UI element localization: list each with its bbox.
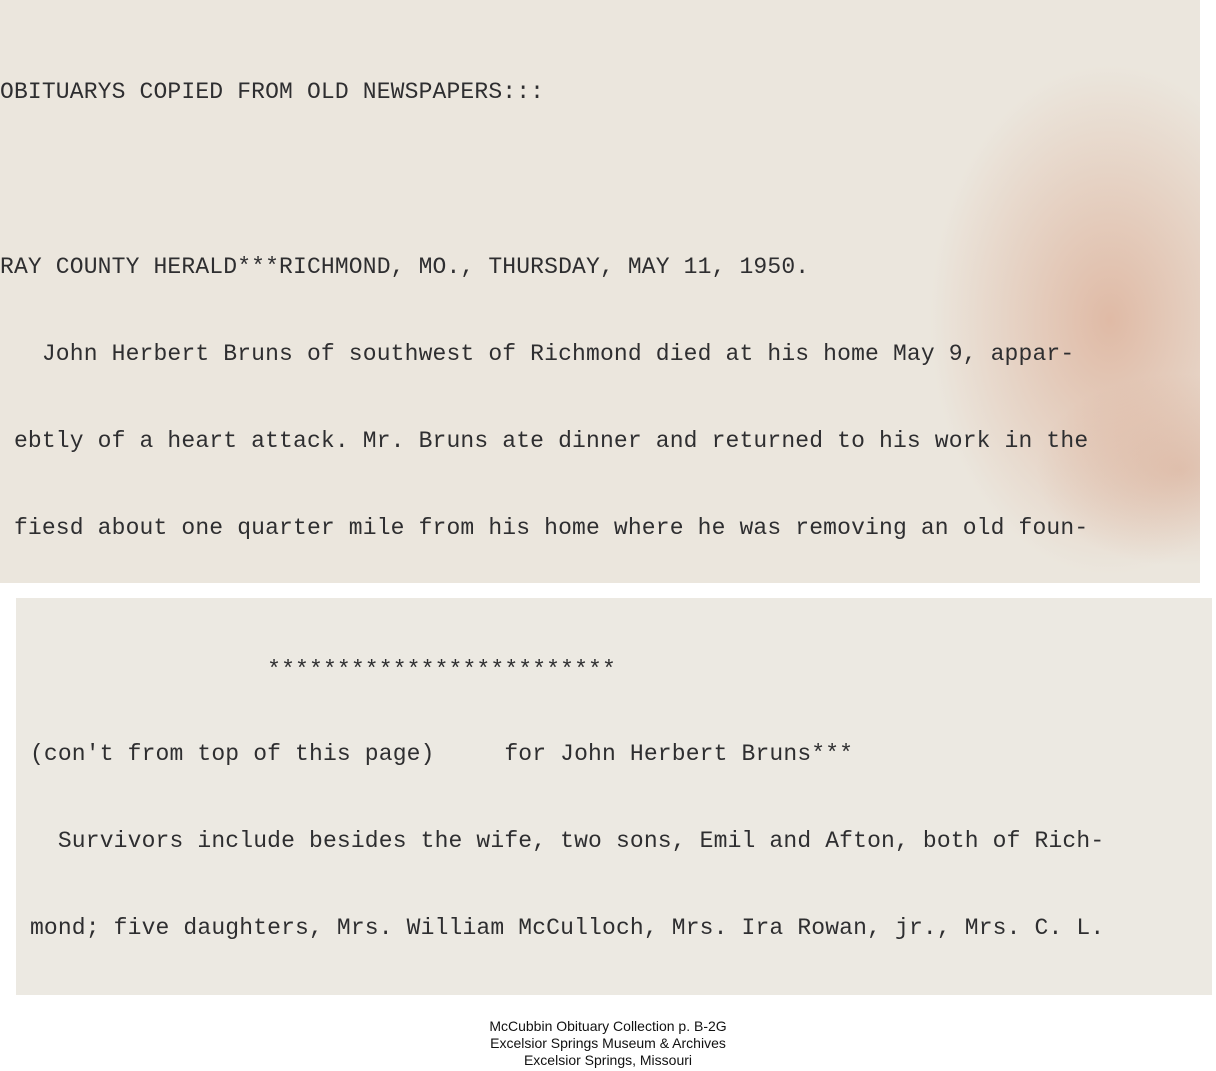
obituary-line: Survivors include besides the wife, two sons, Emil and Afton, both of Rich- <box>16 828 1105 854</box>
caption-museum: Excelsior Springs Museum & Archives <box>490 1035 726 1051</box>
collection-caption <box>0 1018 1216 1069</box>
header-gap <box>0 165 1200 195</box>
separator-stars <box>16 656 1212 682</box>
obituary-line: mond; five daughters, Mrs. William McCulloch, Mrs. Ira Rowan, jr., Mrs. C. L. <box>16 915 1105 941</box>
obituary-line: ebtly of a heart attack. Mr. Bruns ate dinner and returned to his work in the <box>0 428 1089 454</box>
clipping-header: OBITUARYS COPIED FROM OLD NEWSPAPERS::: <box>0 79 545 105</box>
dateline: RAY COUNTY HERALD***RICHMOND, MO., THURSDAY, MAY 11, 1950. <box>0 254 810 280</box>
bottom-clipping <box>16 598 1212 995</box>
separator-text: ************************* <box>267 657 616 683</box>
caption-collection: McCubbin Obituary Collection p. B-2G <box>489 1018 727 1034</box>
caption-location: Excelsior Springs, Missouri <box>523 1052 693 1068</box>
obituary-line: (con't from top of this page) for John Herbert Bruns*** <box>16 741 854 767</box>
bottom-clipping-text <box>16 598 1212 995</box>
obituary-line: John Herbert Bruns of southwest of Richmond died at his home May 9, appar- <box>0 341 1075 367</box>
top-clipping-text <box>0 20 1200 583</box>
obituary-line: fiesd about one quarter mile from his home where he was removing an old foun- <box>0 515 1089 541</box>
